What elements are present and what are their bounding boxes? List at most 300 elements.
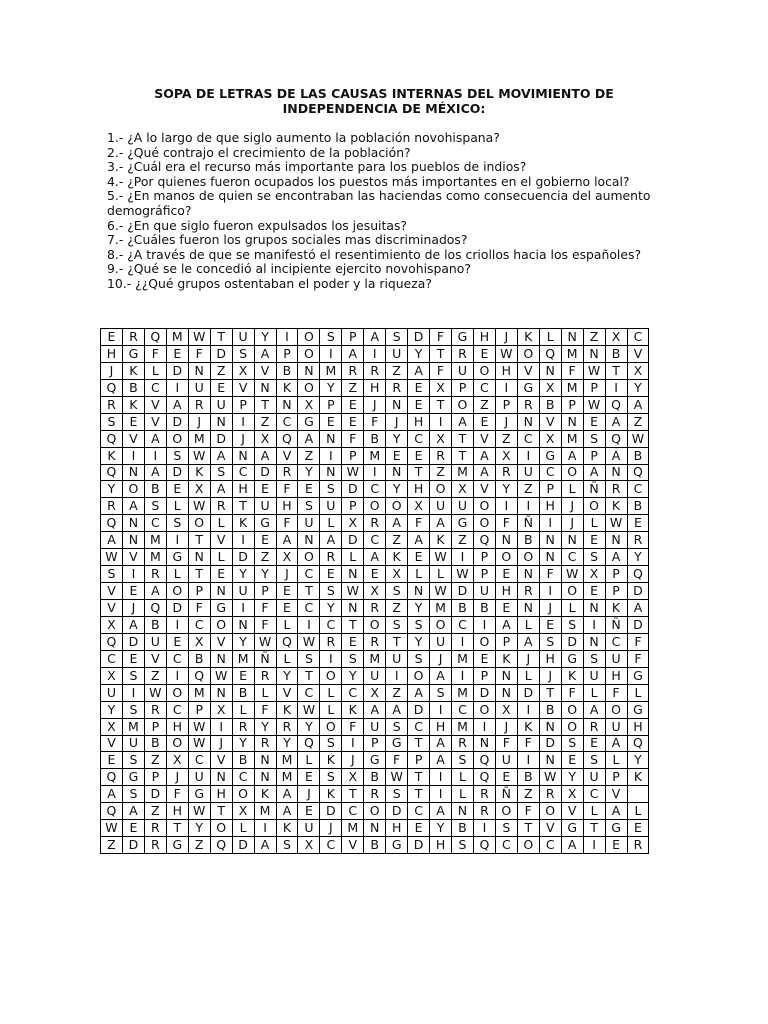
grid-cell: R bbox=[101, 396, 123, 413]
grid-cell: M bbox=[452, 464, 474, 481]
grid-cell: U bbox=[122, 735, 144, 752]
grid-cell: P bbox=[583, 447, 605, 464]
grid-cell: V bbox=[144, 650, 166, 667]
grid-cell: S bbox=[452, 837, 474, 854]
grid-cell: L bbox=[539, 329, 561, 346]
grid-cell: V bbox=[342, 837, 364, 854]
grid-cell: W bbox=[298, 701, 320, 718]
grid-cell: N bbox=[210, 650, 232, 667]
grid-cell: J bbox=[232, 430, 254, 447]
grid-cell: K bbox=[561, 667, 583, 684]
grid-cell: I bbox=[583, 616, 605, 633]
grid-cell: A bbox=[430, 752, 452, 769]
grid-cell: C bbox=[188, 616, 210, 633]
grid-cell: B bbox=[452, 820, 474, 837]
grid-cell: G bbox=[561, 650, 583, 667]
grid-cell: K bbox=[122, 396, 144, 413]
grid-cell: B bbox=[122, 379, 144, 396]
grid-cell: C bbox=[452, 701, 474, 718]
grid-cell: C bbox=[276, 413, 298, 430]
grid-cell: S bbox=[408, 616, 430, 633]
grid-cell: P bbox=[188, 701, 210, 718]
grid-cell: H bbox=[539, 498, 561, 515]
grid-cell: R bbox=[320, 633, 342, 650]
grid-cell: N bbox=[342, 566, 364, 583]
question-item: 3.- ¿Cuál era el recurso más importante para los pueblos de indios? bbox=[107, 159, 527, 175]
grid-cell: X bbox=[298, 837, 320, 854]
grid-cell: Y bbox=[254, 566, 276, 583]
grid-cell: P bbox=[276, 345, 298, 362]
grid-cell: X bbox=[166, 752, 188, 769]
grid-cell: L bbox=[166, 498, 188, 515]
grid-cell: O bbox=[517, 345, 539, 362]
grid-cell: W bbox=[539, 769, 561, 786]
grid-cell: Z bbox=[386, 532, 408, 549]
grid-cell: H bbox=[408, 481, 430, 498]
grid-cell: K bbox=[122, 362, 144, 379]
grid-cell: L bbox=[452, 786, 474, 803]
grid-cell: N bbox=[210, 583, 232, 600]
grid-cell: V bbox=[254, 362, 276, 379]
grid-cell: S bbox=[298, 498, 320, 515]
grid-cell: X bbox=[583, 566, 605, 583]
title-line-2: INDEPENDENCIA DE MÉXICO: bbox=[282, 101, 486, 116]
grid-cell: R bbox=[342, 362, 364, 379]
grid-cell: P bbox=[188, 583, 210, 600]
grid-cell: Q bbox=[101, 633, 123, 650]
grid-cell: W bbox=[188, 718, 210, 735]
grid-row bbox=[101, 566, 649, 583]
grid-cell: M bbox=[144, 549, 166, 566]
grid-cell: E bbox=[320, 566, 342, 583]
grid-cell: R bbox=[254, 667, 276, 684]
grid-row bbox=[101, 430, 649, 447]
grid-cell: W bbox=[101, 549, 123, 566]
grid-cell: W bbox=[254, 633, 276, 650]
grid-cell: Z bbox=[473, 396, 495, 413]
grid-row bbox=[101, 752, 649, 769]
grid-cell: B bbox=[473, 600, 495, 617]
grid-cell: H bbox=[539, 650, 561, 667]
grid-cell: F bbox=[254, 616, 276, 633]
grid-cell: C bbox=[166, 650, 188, 667]
grid-cell: Y bbox=[386, 430, 408, 447]
grid-cell: L bbox=[561, 481, 583, 498]
grid-cell: P bbox=[232, 396, 254, 413]
grid-cell: P bbox=[342, 329, 364, 346]
grid-cell: C bbox=[539, 837, 561, 854]
grid-cell: Q bbox=[473, 837, 495, 854]
grid-cell: P bbox=[408, 752, 430, 769]
grid-cell: A bbox=[473, 464, 495, 481]
grid-cell: G bbox=[122, 345, 144, 362]
grid-cell: E bbox=[101, 752, 123, 769]
grid-cell: T bbox=[539, 684, 561, 701]
grid-cell: J bbox=[101, 362, 123, 379]
grid-cell: D bbox=[473, 684, 495, 701]
grid-cell: P bbox=[364, 735, 386, 752]
grid-cell: A bbox=[122, 616, 144, 633]
grid-cell: E bbox=[364, 566, 386, 583]
grid-cell: R bbox=[452, 735, 474, 752]
grid-cell: G bbox=[364, 752, 386, 769]
grid-cell: F bbox=[364, 413, 386, 430]
grid-cell: X bbox=[561, 786, 583, 803]
grid-cell: R bbox=[364, 786, 386, 803]
grid-row bbox=[101, 379, 649, 396]
grid-cell: K bbox=[517, 718, 539, 735]
grid-cell: J bbox=[122, 600, 144, 617]
grid-row bbox=[101, 803, 649, 820]
title-line-1: SOPA DE LETRAS DE LAS CAUSAS INTERNAS DEL MOVIMIENTO DE bbox=[154, 86, 614, 101]
grid-cell: N bbox=[539, 752, 561, 769]
grid-cell: O bbox=[166, 684, 188, 701]
grid-cell: E bbox=[122, 413, 144, 430]
grid-cell: J bbox=[495, 718, 517, 735]
grid-cell: D bbox=[627, 616, 649, 633]
grid-cell: N bbox=[276, 396, 298, 413]
grid-cell: O bbox=[430, 616, 452, 633]
grid-cell: X bbox=[101, 616, 123, 633]
grid-cell: D bbox=[386, 803, 408, 820]
grid-cell: A bbox=[473, 447, 495, 464]
grid-cell: A bbox=[144, 464, 166, 481]
grid-cell: D bbox=[254, 464, 276, 481]
grid-cell: K bbox=[232, 515, 254, 532]
question-item: 9.- ¿Qué se le concedió al incipiente ejercito novohispano? bbox=[107, 261, 471, 277]
grid-cell: M bbox=[276, 769, 298, 786]
grid-cell: X bbox=[298, 396, 320, 413]
grid-cell: I bbox=[166, 532, 188, 549]
grid-cell: O bbox=[166, 583, 188, 600]
grid-cell: I bbox=[430, 701, 452, 718]
grid-cell: V bbox=[101, 735, 123, 752]
grid-cell: P bbox=[605, 583, 627, 600]
grid-cell: O bbox=[561, 701, 583, 718]
question-item: 6.- ¿En que siglo fueron expulsados los jesuitas? bbox=[107, 217, 407, 233]
grid-cell: H bbox=[364, 379, 386, 396]
grid-cell: R bbox=[144, 820, 166, 837]
grid-cell: C bbox=[232, 464, 254, 481]
grid-cell: Ñ bbox=[254, 650, 276, 667]
grid-cell: Q bbox=[605, 396, 627, 413]
grid-cell: L bbox=[320, 684, 342, 701]
grid-cell: A bbox=[166, 396, 188, 413]
grid-cell: C bbox=[232, 769, 254, 786]
grid-cell: O bbox=[473, 498, 495, 515]
grid-cell: S bbox=[122, 786, 144, 803]
grid-cell: I bbox=[232, 413, 254, 430]
grid-cell: O bbox=[539, 803, 561, 820]
grid-cell: V bbox=[122, 549, 144, 566]
grid-cell: W bbox=[583, 362, 605, 379]
grid-cell: S bbox=[320, 329, 342, 346]
grid-cell: A bbox=[583, 464, 605, 481]
grid-cell: F bbox=[188, 345, 210, 362]
grid-cell: Y bbox=[276, 735, 298, 752]
grid-cell: W bbox=[430, 549, 452, 566]
grid-cell: B bbox=[364, 430, 386, 447]
grid-cell: A bbox=[430, 803, 452, 820]
grid-cell: E bbox=[232, 667, 254, 684]
grid-cell: S bbox=[166, 515, 188, 532]
grid-cell: F bbox=[605, 684, 627, 701]
grid-cell: Ñ bbox=[495, 786, 517, 803]
grid-cell: T bbox=[254, 396, 276, 413]
grid-cell: I bbox=[144, 447, 166, 464]
grid-cell: V bbox=[539, 413, 561, 430]
grid-cell: T bbox=[342, 786, 364, 803]
grid-cell: I bbox=[320, 345, 342, 362]
grid-cell: E bbox=[342, 633, 364, 650]
grid-cell: C bbox=[320, 616, 342, 633]
grid-cell: C bbox=[298, 600, 320, 617]
grid-cell: J bbox=[342, 752, 364, 769]
grid-cell: U bbox=[473, 583, 495, 600]
grid-cell: Y bbox=[232, 735, 254, 752]
grid-cell: V bbox=[276, 447, 298, 464]
grid-cell: H bbox=[210, 786, 232, 803]
grid-cell: E bbox=[276, 600, 298, 617]
grid-cell: F bbox=[144, 345, 166, 362]
grid-cell: Q bbox=[101, 430, 123, 447]
grid-cell: M bbox=[430, 600, 452, 617]
grid-cell: A bbox=[430, 667, 452, 684]
grid-cell: O bbox=[298, 379, 320, 396]
grid-cell: C bbox=[320, 837, 342, 854]
grid-cell: N bbox=[517, 600, 539, 617]
grid-cell: L bbox=[517, 616, 539, 633]
grid-cell: R bbox=[364, 600, 386, 617]
grid-cell: F bbox=[276, 481, 298, 498]
grid-cell: Z bbox=[495, 430, 517, 447]
grid-cell: D bbox=[342, 532, 364, 549]
grid-cell: E bbox=[101, 329, 123, 346]
grid-cell: F bbox=[627, 650, 649, 667]
grid-cell: N bbox=[210, 769, 232, 786]
grid-cell: T bbox=[166, 820, 188, 837]
grid-cell: S bbox=[166, 447, 188, 464]
grid-row bbox=[101, 396, 649, 413]
grid-cell: B bbox=[364, 837, 386, 854]
grid-cell: L bbox=[583, 515, 605, 532]
grid-cell: Y bbox=[254, 718, 276, 735]
grid-cell: I bbox=[473, 616, 495, 633]
grid-cell: B bbox=[364, 769, 386, 786]
grid-cell: R bbox=[517, 396, 539, 413]
grid-cell: X bbox=[408, 498, 430, 515]
grid-cell: D bbox=[320, 803, 342, 820]
grid-cell: L bbox=[144, 362, 166, 379]
grid-cell: D bbox=[166, 362, 188, 379]
grid-cell: S bbox=[386, 616, 408, 633]
grid-cell: A bbox=[408, 532, 430, 549]
grid-cell: N bbox=[408, 583, 430, 600]
grid-cell: B bbox=[539, 701, 561, 718]
grid-cell: Q bbox=[473, 752, 495, 769]
grid-cell: R bbox=[517, 583, 539, 600]
grid-cell: U bbox=[298, 820, 320, 837]
grid-cell: N bbox=[583, 633, 605, 650]
grid-cell: J bbox=[495, 413, 517, 430]
grid-cell: S bbox=[561, 616, 583, 633]
grid-cell: T bbox=[452, 447, 474, 464]
grid-cell: A bbox=[101, 532, 123, 549]
grid-cell: Q bbox=[605, 430, 627, 447]
grid-cell: L bbox=[627, 684, 649, 701]
grid-cell: A bbox=[144, 583, 166, 600]
grid-cell: K bbox=[342, 701, 364, 718]
grid-cell: Q bbox=[298, 735, 320, 752]
grid-cell: T bbox=[430, 396, 452, 413]
grid-cell: Z bbox=[517, 786, 539, 803]
grid-cell: M bbox=[144, 532, 166, 549]
grid-row bbox=[101, 600, 649, 617]
grid-cell: G bbox=[452, 329, 474, 346]
grid-cell: Y bbox=[232, 566, 254, 583]
grid-cell: D bbox=[342, 481, 364, 498]
grid-cell: W bbox=[188, 735, 210, 752]
grid-cell: C bbox=[627, 329, 649, 346]
grid-cell: K bbox=[430, 532, 452, 549]
grid-cell: E bbox=[539, 616, 561, 633]
question-item: 7.- ¿Cuáles fueron los grupos sociales mas discriminados? bbox=[107, 232, 468, 248]
grid-cell: S bbox=[298, 650, 320, 667]
grid-cell: X bbox=[430, 430, 452, 447]
question-item: 4.- ¿Por quienes fueron ocupados los puestos más importantes en el gobierno local? bbox=[107, 173, 630, 189]
grid-row bbox=[101, 650, 649, 667]
grid-cell: M bbox=[232, 650, 254, 667]
grid-cell: Y bbox=[101, 481, 123, 498]
grid-row bbox=[101, 667, 649, 684]
grid-cell: U bbox=[320, 498, 342, 515]
grid-cell: I bbox=[298, 616, 320, 633]
grid-cell: H bbox=[495, 362, 517, 379]
grid-cell: C bbox=[408, 803, 430, 820]
grid-cell: O bbox=[430, 481, 452, 498]
grid-cell: S bbox=[430, 684, 452, 701]
grid-cell: R bbox=[320, 549, 342, 566]
grid-cell: E bbox=[583, 413, 605, 430]
grid-cell: H bbox=[495, 583, 517, 600]
grid-cell: G bbox=[210, 600, 232, 617]
grid-cell: A bbox=[517, 633, 539, 650]
grid-cell: O bbox=[473, 362, 495, 379]
grid-cell: K bbox=[517, 329, 539, 346]
grid-cell: C bbox=[408, 430, 430, 447]
grid-cell: O bbox=[408, 667, 430, 684]
grid-cell: D bbox=[408, 329, 430, 346]
grid-cell: M bbox=[166, 329, 188, 346]
grid-cell: O bbox=[166, 735, 188, 752]
grid-cell: K bbox=[495, 650, 517, 667]
grid-cell: F bbox=[561, 362, 583, 379]
grid-cell: Y bbox=[342, 667, 364, 684]
grid-cell: O bbox=[605, 701, 627, 718]
grid-cell: G bbox=[166, 837, 188, 854]
grid-cell: U bbox=[254, 498, 276, 515]
grid-cell: G bbox=[517, 379, 539, 396]
grid-cell: I bbox=[473, 820, 495, 837]
grid-cell: S bbox=[101, 413, 123, 430]
grid-cell: E bbox=[408, 549, 430, 566]
grid-cell: C bbox=[298, 684, 320, 701]
grid-cell: K bbox=[101, 447, 123, 464]
grid-cell: C bbox=[517, 430, 539, 447]
grid-cell: B bbox=[144, 481, 166, 498]
grid-cell: Q bbox=[210, 837, 232, 854]
grid-cell: X bbox=[342, 515, 364, 532]
grid-cell: Y bbox=[320, 600, 342, 617]
grid-cell: V bbox=[144, 413, 166, 430]
grid-cell: W bbox=[188, 803, 210, 820]
grid-cell: R bbox=[364, 633, 386, 650]
grid-cell: I bbox=[166, 616, 188, 633]
worksheet-title bbox=[100, 86, 668, 116]
grid-cell: U bbox=[188, 769, 210, 786]
grid-cell: V bbox=[210, 752, 232, 769]
grid-cell: Y bbox=[320, 379, 342, 396]
grid-cell: W bbox=[188, 498, 210, 515]
grid-cell: O bbox=[364, 803, 386, 820]
grid-cell: X bbox=[254, 430, 276, 447]
grid-cell: A bbox=[122, 498, 144, 515]
grid-cell: D bbox=[166, 600, 188, 617]
grid-cell: Y bbox=[408, 345, 430, 362]
grid-cell: A bbox=[452, 413, 474, 430]
grid-cell: P bbox=[561, 396, 583, 413]
grid-cell: I bbox=[364, 345, 386, 362]
grid-cell: C bbox=[452, 616, 474, 633]
grid-cell: W bbox=[144, 684, 166, 701]
grid-cell: V bbox=[122, 430, 144, 447]
grid-cell: A bbox=[144, 430, 166, 447]
grid-cell: E bbox=[627, 515, 649, 532]
grid-cell: E bbox=[166, 345, 188, 362]
grid-row bbox=[101, 769, 649, 786]
grid-cell: M bbox=[320, 362, 342, 379]
grid-cell: M bbox=[561, 430, 583, 447]
grid-cell: I bbox=[386, 667, 408, 684]
grid-cell: A bbox=[122, 803, 144, 820]
grid-cell: E bbox=[408, 379, 430, 396]
grid-cell: C bbox=[495, 837, 517, 854]
grid-row bbox=[101, 481, 649, 498]
grid-cell: Ñ bbox=[583, 481, 605, 498]
grid-cell: D bbox=[561, 633, 583, 650]
grid-cell: D bbox=[627, 583, 649, 600]
grid-cell: N bbox=[605, 532, 627, 549]
grid-cell: S bbox=[210, 464, 232, 481]
grid-cell: Q bbox=[101, 515, 123, 532]
grid-cell: D bbox=[232, 549, 254, 566]
grid-cell: R bbox=[276, 464, 298, 481]
grid-cell: H bbox=[386, 820, 408, 837]
grid-cell: U bbox=[232, 583, 254, 600]
grid-cell: L bbox=[605, 752, 627, 769]
grid-cell: O bbox=[298, 345, 320, 362]
grid-cell: U bbox=[364, 667, 386, 684]
grid-cell: A bbox=[364, 701, 386, 718]
grid-cell: F bbox=[276, 515, 298, 532]
grid-cell: A bbox=[276, 803, 298, 820]
grid-cell: E bbox=[210, 379, 232, 396]
grid-cell: T bbox=[452, 430, 474, 447]
grid-cell: E bbox=[605, 837, 627, 854]
grid-cell: Y bbox=[408, 633, 430, 650]
grid-cell: I bbox=[276, 329, 298, 346]
question-item: 8.- ¿A través de que se manifestó el resentimiento de los criollos hacia los españoles? bbox=[107, 246, 642, 262]
